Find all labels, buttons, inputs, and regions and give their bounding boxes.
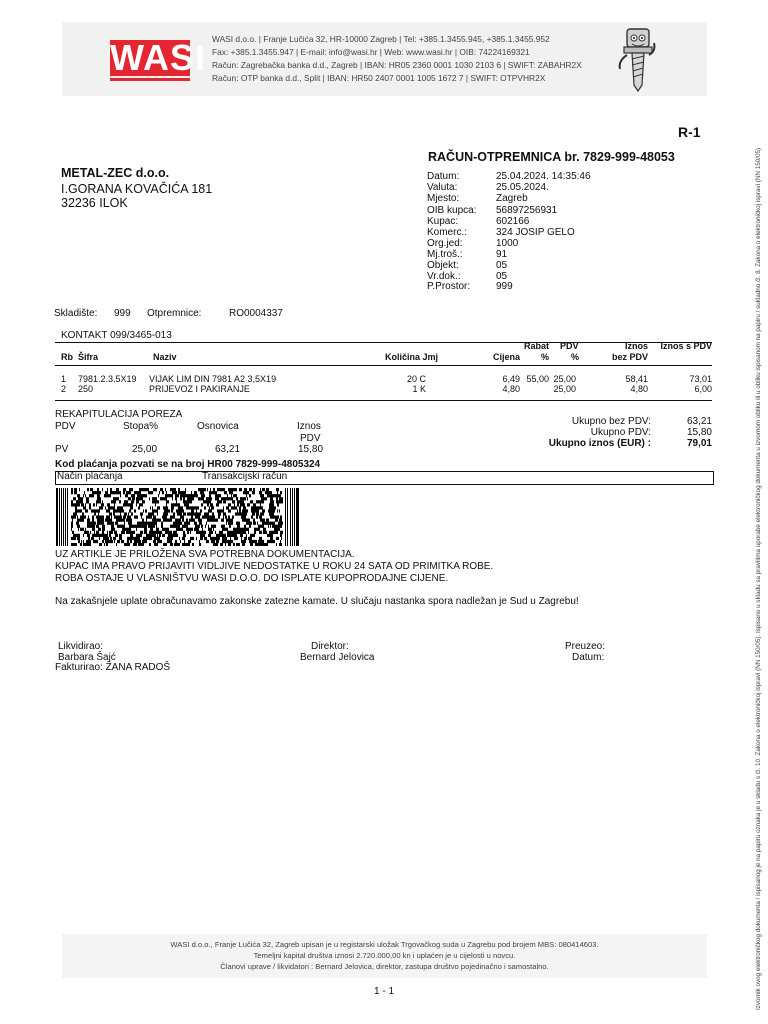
row-rb: 2 — [61, 384, 67, 394]
meta-label: Vr.dok.: — [427, 271, 461, 282]
meta-value: 324 JOSIP GELO — [496, 227, 575, 238]
col-pdv: PDV — [560, 341, 579, 351]
row-iznos-pdv: 6,00 — [694, 384, 712, 394]
direktor-name: Bernard Jelovica — [300, 652, 375, 663]
row-cijena: 6,49 — [502, 374, 520, 384]
screw-mascot-icon — [614, 25, 660, 93]
recap-col-iznos-pdv: PDV — [300, 433, 321, 444]
col-rabat: Rabat — [523, 341, 549, 351]
payment-method-box — [55, 471, 714, 485]
recap-row-iznos: 15,80 — [298, 444, 324, 455]
meta-label: Mj.troš.: — [427, 249, 463, 260]
likvidirao-label: Likvidirao: — [58, 641, 104, 652]
col-iznos-s-pdv: Iznos s PDV — [660, 341, 712, 351]
recap-row-stopa: 25,00 — [132, 444, 158, 455]
footer-line-3: Članovi uprave / likvidatori : Bernard Jelovica, direktor, zastupa društvo pojedinačno i samostalno. — [220, 962, 549, 971]
row-rb: 1 — [61, 374, 67, 384]
meta-value: 56897256931 — [496, 205, 558, 216]
customer-name: METAL-ZEC d.o.o. — [61, 166, 170, 180]
meta-label: P.Prostor: — [427, 281, 471, 292]
meta-value: 25.05.2024. — [496, 182, 549, 193]
row-naziv: PRIJEVOZ I PAKIRANJE — [149, 384, 250, 394]
recap-col-iznos: Iznos — [297, 421, 321, 432]
legal-side-note: Izvornik ovog elektroničkog dokumenta / ispisanog je na papiru oznaka je u skladu s čl. 10. Zakona o elektroničkoj ispravi (NN 150/05). Ispisano u skladu sa pravilima uporabe elektroničkog dokumenta u izvornom obliku ili u obliku ispisanom na papiru / sukladno čl. 8. Zakona o elektroničkoj ispravi (NN 150/05) — [755, 147, 762, 1010]
footer-line-1: WASI d.o.o., Franje Lučića 32, Zagreb upisan je u registarski uložak Trgovačkog suda u Zagrebu pod brojem MBS: 080414603. — [170, 940, 599, 949]
grand-total-value: 79,01 — [686, 438, 712, 449]
note-line: UZ ARTIKLE JE PRILOŽENA SVA POTREBNA DOKUMENTACIJA. — [55, 549, 355, 560]
preuzeo-label: Preuzeo: — [565, 641, 606, 652]
row-cijena: 4,80 — [502, 384, 520, 394]
recap-col-stopa: Stopa% — [123, 421, 159, 432]
row-iznos: 58,41 — [625, 374, 648, 384]
meta-label: Objekt: — [427, 260, 459, 271]
meta-value: 999 — [496, 281, 513, 292]
customer-city: 32236 ILOK — [61, 196, 128, 210]
col-naziv: Naziv — [153, 352, 177, 362]
row-naziv: VIJAK LIM DIN 7981 A2 3,5X19 — [149, 374, 277, 384]
total-value: 15,80 — [686, 427, 712, 438]
col-pdv-unit: % — [571, 352, 580, 362]
meta-value: 25.04.2024. 14:35:46 — [496, 171, 591, 182]
row-pdv: 25,00 — [553, 374, 576, 384]
payment-method-label: Način plaćanja — [57, 471, 123, 482]
recap-row-osnovica: 63,21 — [215, 444, 241, 455]
total-value: 63,21 — [686, 416, 712, 427]
meta-label: Org.jed: — [427, 238, 463, 249]
interest-note: Na zakašnjele uplate obračunavamo zakonske zatezne kamate. U slučaju nastanka spora nadležan je Sud u Zagrebu! — [55, 596, 579, 607]
customer-street: I.GORANA KOVAČIĆA 181 — [61, 182, 213, 196]
company-line-3: Račun: Zagrebačka banka d.d., Zagreb | IBAN: HR05 2360 0001 1030 2103 6 | SWIFT: ZABAHR2X — [212, 60, 582, 70]
grand-total-label: Ukupno iznos (EUR) : — [548, 438, 651, 449]
total-label: Ukupno bez PDV: — [571, 416, 651, 427]
warehouse-label: Skladište: — [54, 308, 98, 319]
company-line-4: Račun: OTP banka d.d., Split | IBAN: HR50 2407 0001 1005 1672 7 | SWIFT: OTPVHR2X — [212, 73, 546, 83]
recap-title: REKAPITULACIJA POREZA — [55, 409, 183, 420]
recap-row-pdv: PV — [55, 444, 69, 455]
table-bottom-rule — [55, 400, 712, 401]
col-sifra: Šifra — [78, 352, 99, 362]
document-code: R-1 — [678, 124, 701, 140]
direktor-label: Direktor: — [311, 641, 349, 652]
row-rabat: 55,00 — [526, 374, 549, 384]
meta-label: Mjesto: — [427, 193, 460, 204]
row-iznos-pdv: 73,01 — [689, 374, 712, 384]
meta-label: Datum: — [427, 171, 460, 182]
meta-label: Komerc.: — [427, 227, 468, 238]
meta-label: Valuta: — [427, 182, 458, 193]
meta-value: 1000 — [496, 238, 519, 249]
meta-value: 05 — [496, 260, 508, 271]
note-line: ROBA OSTAJE U VLASNIŠTVU WASI D.O.O. DO ISPLATE KUPOPRODAJNE CIJENE. — [55, 573, 449, 584]
fakturirao: Fakturirao: ŽANA RADOŠ — [55, 662, 171, 673]
logo-underline — [110, 78, 190, 81]
recap-col-pdv: PDV — [55, 421, 76, 432]
dispatch-value: RO0004337 — [229, 308, 283, 319]
likvidirao-name: Barbara Šajć — [58, 652, 116, 663]
col-kolicina: Količina Jmj — [385, 352, 439, 362]
meta-label: OIB kupca: — [427, 205, 477, 216]
company-line-1: WASI d.o.o. | Franje Lučića 32, HR-10000 Zagreb | Tel: +385.1.3455.945, +385.1.3455.952 — [212, 34, 550, 44]
row-iznos: 4,80 — [630, 384, 648, 394]
warehouse-value: 999 — [114, 308, 131, 319]
row-pdv: 25,00 — [553, 384, 576, 394]
col-iznos-bez-pdv: bez PDV — [611, 352, 648, 362]
company-logo: WASI — [110, 37, 207, 78]
row-kolicina: 20 C — [406, 374, 426, 384]
payment-reference: Kod plaćanja pozvati se na broj HR00 7829-999-4805324 — [55, 459, 321, 470]
recap-col-osnovica: Osnovica — [197, 421, 239, 432]
meta-value: Zagreb — [496, 193, 528, 204]
row-kolicina: 1 K — [412, 384, 426, 394]
note-line: KUPAC IMA PRAVO PRIJAVITI VIDLJIVE NEDOSTATKE U ROKU 24 SATA OD PRIMITKA ROBE. — [55, 561, 494, 572]
contact-line: KONTAKT 099/3465-013 — [61, 330, 172, 341]
col-rabat-unit: % — [540, 352, 549, 362]
page-number: 1 - 1 — [374, 986, 395, 997]
row-sifra: 7981.2.3.5X19 — [78, 374, 137, 384]
footer-line-2: Temeljni kapital društva iznosi 2.720.000,00 kn i uplaćen je u cijelosti u novcu. — [253, 951, 516, 960]
col-cijena: Cijena — [492, 352, 520, 362]
dispatch-label: Otpremnice: — [147, 308, 202, 319]
pdf417-barcode — [56, 488, 299, 546]
payment-method-value: Transakcijski račun — [202, 471, 288, 482]
row-sifra: 250 — [78, 384, 94, 394]
document-title: RAČUN-OTPREMNICA br. 7829-999-48053 — [428, 150, 675, 164]
meta-value: 602166 — [496, 216, 530, 227]
company-line-2: Fax: +385.1.3455.947 | E-mail: info@wasi.hr | Web: www.wasi.hr | OIB: 74224169321 — [212, 47, 530, 57]
table-header-rule — [55, 365, 712, 366]
datum-label: Datum: — [572, 652, 605, 663]
meta-value: 05 — [496, 271, 508, 282]
col-iznos: Iznos — [624, 341, 648, 351]
meta-value: 91 — [496, 249, 508, 260]
col-rb: Rb — [61, 352, 73, 362]
total-label: Ukupno PDV: — [590, 427, 651, 438]
meta-label: Kupac: — [427, 216, 459, 227]
